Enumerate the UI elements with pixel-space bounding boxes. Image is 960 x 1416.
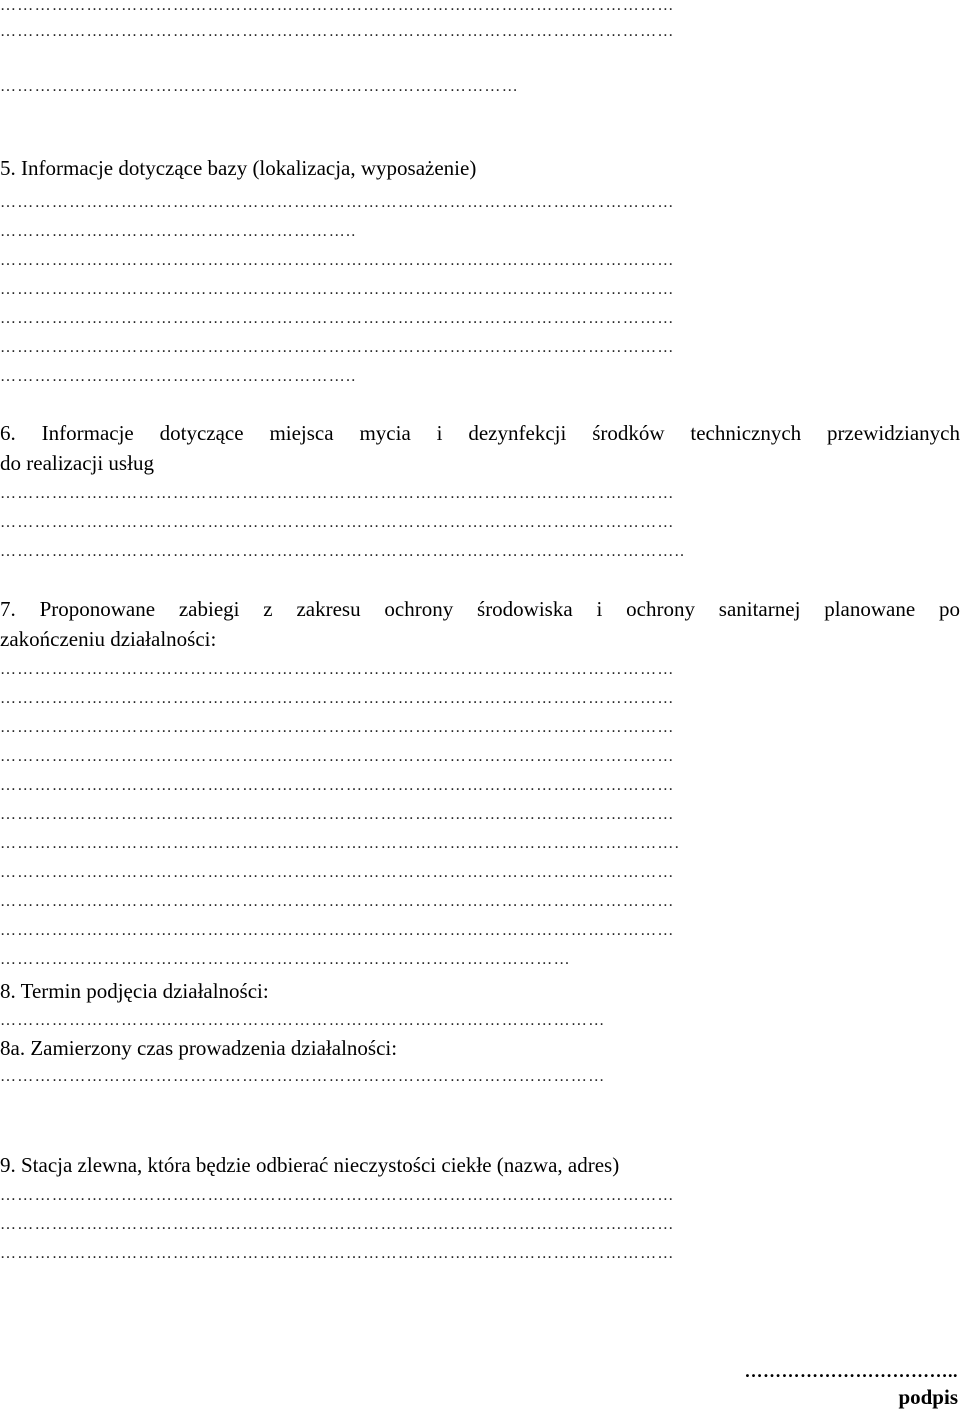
dotted-line: ………………………………………………………………………………	[0, 78, 519, 95]
dotted-line: ………………………………………………………………………………………………………	[0, 719, 675, 736]
dotted-line: ……………………………………………………..	[0, 223, 357, 240]
dotted-line: ………………………………………………………………………………………………………	[0, 864, 675, 881]
section-5-title: 5. Informacje dotyczące bazy (lokalizacja, wyposażenie)	[0, 156, 477, 180]
dotted-line: ………………………………………………………………………………………………………	[0, 661, 675, 678]
dotted-line: ………………………………………………………………………………………………………	[0, 806, 675, 823]
dotted-line: ………………………………………………………………………………………………………	[0, 485, 675, 502]
dotted-line: ………………………………………………………………………………………………………	[0, 252, 675, 269]
dotted-line: ……………………………………………………………………………………………	[0, 1068, 606, 1085]
signature-line: ……………………………..	[744, 1361, 958, 1381]
dotted-line: ………………………………………………………………………………………………………	[0, 0, 675, 14]
dotted-line: ………………………………………………………………………………………	[0, 951, 571, 968]
dotted-line: ……………………………………………………..	[0, 368, 357, 385]
dotted-line: ………………………………………………………………………………………………………	[0, 690, 675, 707]
dotted-line: ………………………………………………………………………………………………………	[0, 23, 675, 40]
dotted-line: ………………………………………………………………………………………………………	[0, 922, 675, 939]
section-9-title: 9. Stacja zlewna, która będzie odbierać nieczystości ciekłe (nazwa, adres)	[0, 1153, 620, 1177]
dotted-line: ………………………………………………………………………………………………………	[0, 514, 675, 531]
section-7-title: 7. Proponowane zabiegi z zakresu ochrony środowiska i ochrony sanitarnej planowane po	[0, 597, 960, 621]
dotted-line: ………………………………………………………………………………………………………	[0, 1245, 675, 1262]
dotted-line: ………………………………………………………………………………………………………	[0, 893, 675, 910]
dotted-line: ………………………………………………………………………………………………………	[0, 1187, 675, 1204]
dotted-line: ………………………………………………………………………………………………………	[0, 777, 675, 794]
dotted-line: ………………………………………………………………………………………………………	[0, 310, 675, 327]
dotted-line: ………………………………………………………………………………………………………	[0, 194, 675, 211]
section-8-title: 8. Termin podjęcia działalności:	[0, 979, 269, 1003]
dotted-line: ………………………………………………………………………………………………………	[0, 339, 675, 356]
section-6-title-cont: do realizacji usług	[0, 451, 154, 475]
dotted-line: ……………………………………………………………………………………………	[0, 1012, 606, 1029]
dotted-line: ………………………………………………………………………………………………………	[0, 748, 675, 765]
dotted-line: ………………………………………………………………………………………………………..	[0, 543, 686, 560]
dotted-line: ……………………………………………………………………………………………………….	[0, 835, 680, 852]
section-8a-title: 8a. Zamierzony czas prowadzenia działalności:	[0, 1036, 398, 1060]
section-7-title-cont: zakończeniu działalności:	[0, 627, 217, 651]
signature-label: podpis	[898, 1385, 958, 1409]
dotted-line: ………………………………………………………………………………………………………	[0, 1216, 675, 1233]
section-6-title: 6. Informacje dotyczące miejsca mycia i dezynfekcji środków technicznych przewidzianych	[0, 421, 960, 445]
dotted-line: ………………………………………………………………………………………………………	[0, 281, 675, 298]
